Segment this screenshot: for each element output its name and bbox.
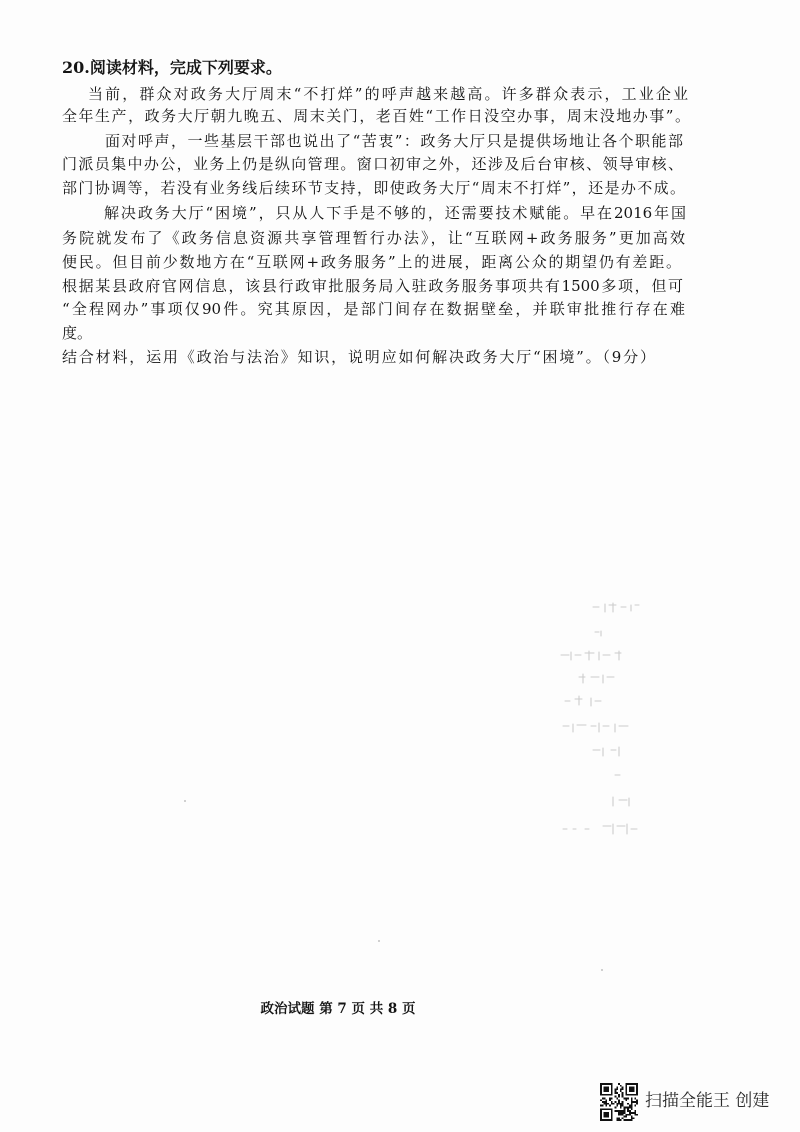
qr-module — [618, 1099, 620, 1101]
qr-module — [625, 1107, 627, 1109]
qr-module — [620, 1085, 622, 1087]
qr-module — [622, 1105, 624, 1107]
qr-module — [627, 1108, 629, 1110]
qr-module — [631, 1101, 633, 1103]
qr-module — [636, 1099, 638, 1101]
material-line: 全年生产，政务大厅朝九晚五、周末关门，老百姓“工作日没空办事，周末没地办事”。 — [62, 107, 690, 125]
qr-module — [633, 1101, 635, 1103]
qr-module — [614, 1110, 616, 1112]
qr-module — [609, 1097, 611, 1099]
material-line: 面对呼声，一些基层干部也说出了“苦衷”：政务大厅只是提供场地让各个职能部 — [105, 132, 683, 150]
qr-module — [600, 1105, 602, 1107]
bleed-through-marks — [555, 595, 680, 845]
qr-module — [627, 1114, 629, 1116]
qr-module — [616, 1105, 618, 1107]
qr-module — [620, 1103, 622, 1105]
question-prompt: 结合材料，运用《政治与法治》知识，说明应如何解决政务大厅“困境”。（9分） — [62, 348, 655, 366]
qr-module — [616, 1092, 618, 1094]
qr-code — [600, 1083, 638, 1121]
qr-module — [613, 1103, 615, 1105]
qr-module — [636, 1114, 638, 1116]
qr-module — [620, 1088, 622, 1090]
qr-module — [620, 1105, 622, 1107]
qr-module — [625, 1097, 627, 1099]
qr-module — [622, 1101, 624, 1103]
scan-speck — [184, 800, 186, 802]
qr-module — [618, 1117, 620, 1119]
question-heading: 20.阅读材料，完成下列要求。 — [62, 58, 282, 77]
scanner-watermark: 扫描全能王 创建 — [645, 1091, 770, 1111]
qr-module — [605, 1099, 607, 1101]
qr-module — [622, 1094, 624, 1096]
qr-module — [620, 1119, 622, 1121]
qr-module — [611, 1097, 613, 1099]
qr-module — [600, 1099, 602, 1101]
qr-module — [625, 1116, 627, 1118]
qr-module — [622, 1096, 624, 1098]
qr-module — [629, 1119, 631, 1121]
qr-module — [634, 1097, 636, 1099]
qr-module — [631, 1103, 633, 1105]
qr-module — [629, 1112, 631, 1114]
qr-module — [618, 1103, 620, 1105]
qr-module — [609, 1099, 611, 1101]
material-line: 度。 — [62, 324, 93, 342]
qr-module — [611, 1101, 613, 1103]
page-footer: 政治试题 第 7 页 共 8 页 — [260, 1001, 416, 1017]
qr-module — [609, 1105, 611, 1107]
qr-module — [616, 1117, 618, 1119]
qr-module — [616, 1110, 618, 1112]
qr-module — [631, 1105, 633, 1107]
qr-module — [611, 1103, 613, 1105]
qr-module — [629, 1114, 631, 1116]
qr-module — [631, 1117, 633, 1119]
qr-module — [636, 1103, 638, 1105]
qr-module — [614, 1088, 616, 1090]
qr-module — [605, 1101, 607, 1103]
qr-module — [618, 1114, 620, 1116]
qr-module — [616, 1097, 618, 1099]
qr-module — [614, 1107, 616, 1109]
qr-module — [622, 1103, 624, 1105]
qr-module — [622, 1087, 624, 1089]
qr-module — [629, 1110, 631, 1112]
qr-module — [620, 1110, 622, 1112]
qr-module — [602, 1097, 604, 1099]
material-line: 务院就发布了《政务信息资源共享管理暂行办法》，让“互联网+政务服务”更加高效 — [62, 229, 685, 247]
qr-module — [634, 1105, 636, 1107]
qr-module — [629, 1105, 631, 1107]
qr-module — [616, 1119, 618, 1121]
qr-module — [631, 1107, 633, 1109]
qr-module — [634, 1110, 636, 1112]
qr-module — [620, 1090, 622, 1092]
qr-module — [634, 1112, 636, 1114]
qr-module — [622, 1092, 624, 1094]
qr-module — [622, 1112, 624, 1114]
material-line: 当前，群众对政务大厅周末“不打烊”的呼声越来越高。许多群众表示，工业企业 — [88, 85, 688, 103]
qr-module — [614, 1101, 616, 1103]
qr-module — [634, 1114, 636, 1116]
qr-module — [616, 1103, 618, 1105]
qr-module — [614, 1092, 616, 1094]
qr-module — [627, 1110, 629, 1112]
material-line: 部门协调等，若没有业务线后续环节支持，即使政务大厅“周末不打烊”，还是办不成。 — [62, 179, 685, 197]
qr-module — [614, 1096, 616, 1098]
qr-module — [604, 1103, 606, 1105]
qr-module — [605, 1103, 607, 1105]
qr-module — [627, 1097, 629, 1099]
qr-module — [614, 1090, 616, 1092]
qr-module — [620, 1114, 622, 1116]
qr-module — [627, 1119, 629, 1121]
qr-module — [618, 1119, 620, 1121]
qr-module — [618, 1083, 620, 1085]
qr-module — [620, 1107, 622, 1109]
qr-module — [624, 1112, 626, 1114]
qr-module — [605, 1105, 607, 1107]
qr-module — [624, 1097, 626, 1099]
qr-module — [627, 1107, 629, 1109]
qr-module — [616, 1087, 618, 1089]
qr-module — [624, 1110, 626, 1112]
qr-module — [602, 1105, 604, 1107]
qr-module — [622, 1114, 624, 1116]
qr-module — [618, 1096, 620, 1098]
qr-module — [624, 1119, 626, 1121]
qr-module — [616, 1088, 618, 1090]
scan-speck — [601, 969, 603, 971]
material-line: 解决政务大厅“困境”，只从人下手是不够的，还需要技术赋能。早在2016年国 — [104, 204, 686, 222]
qr-module — [620, 1112, 622, 1114]
qr-module — [633, 1112, 635, 1114]
qr-module — [634, 1101, 636, 1103]
qr-module — [625, 1119, 627, 1121]
qr-module — [618, 1101, 620, 1103]
qr-module — [618, 1112, 620, 1114]
qr-module — [624, 1107, 626, 1109]
qr-module — [625, 1099, 627, 1101]
qr-module — [631, 1099, 633, 1101]
qr-module — [633, 1117, 635, 1119]
qr-module — [636, 1101, 638, 1103]
qr-module — [618, 1094, 620, 1096]
qr-module — [604, 1097, 606, 1099]
qr-module — [625, 1114, 627, 1116]
qr-module — [602, 1101, 604, 1103]
qr-module — [622, 1117, 624, 1119]
material-line: “全程网办”事项仅90件。究其原因，是部门间存在数据壁垒，并联审批推行存在难 — [62, 300, 685, 318]
qr-module — [604, 1101, 606, 1103]
qr-module — [629, 1107, 631, 1109]
material-line: 根据某县政府官网信息，该县行政审批服务局入驻政务服务事项共有1500多项，但可 — [62, 277, 683, 295]
material-line: 便民。但目前少数地方在“互联网+政务服务”上的进展，距离公众的期望仍有差距。 — [62, 253, 681, 271]
qr-module — [631, 1108, 633, 1110]
qr-module — [631, 1097, 633, 1099]
qr-module — [627, 1103, 629, 1105]
qr-module — [622, 1088, 624, 1090]
qr-module — [631, 1116, 633, 1118]
qr-module — [631, 1112, 633, 1114]
qr-module — [624, 1108, 626, 1110]
qr-module — [631, 1119, 633, 1121]
material-line: 门派员集中办公，业务上仍是纵向管理。窗口初审之外，还涉及后台审核、领导审核、 — [62, 155, 683, 173]
qr-module — [618, 1110, 620, 1112]
qr-module — [607, 1103, 609, 1105]
scan-speck — [378, 940, 380, 942]
qr-module — [622, 1110, 624, 1112]
qr-module — [624, 1116, 626, 1118]
